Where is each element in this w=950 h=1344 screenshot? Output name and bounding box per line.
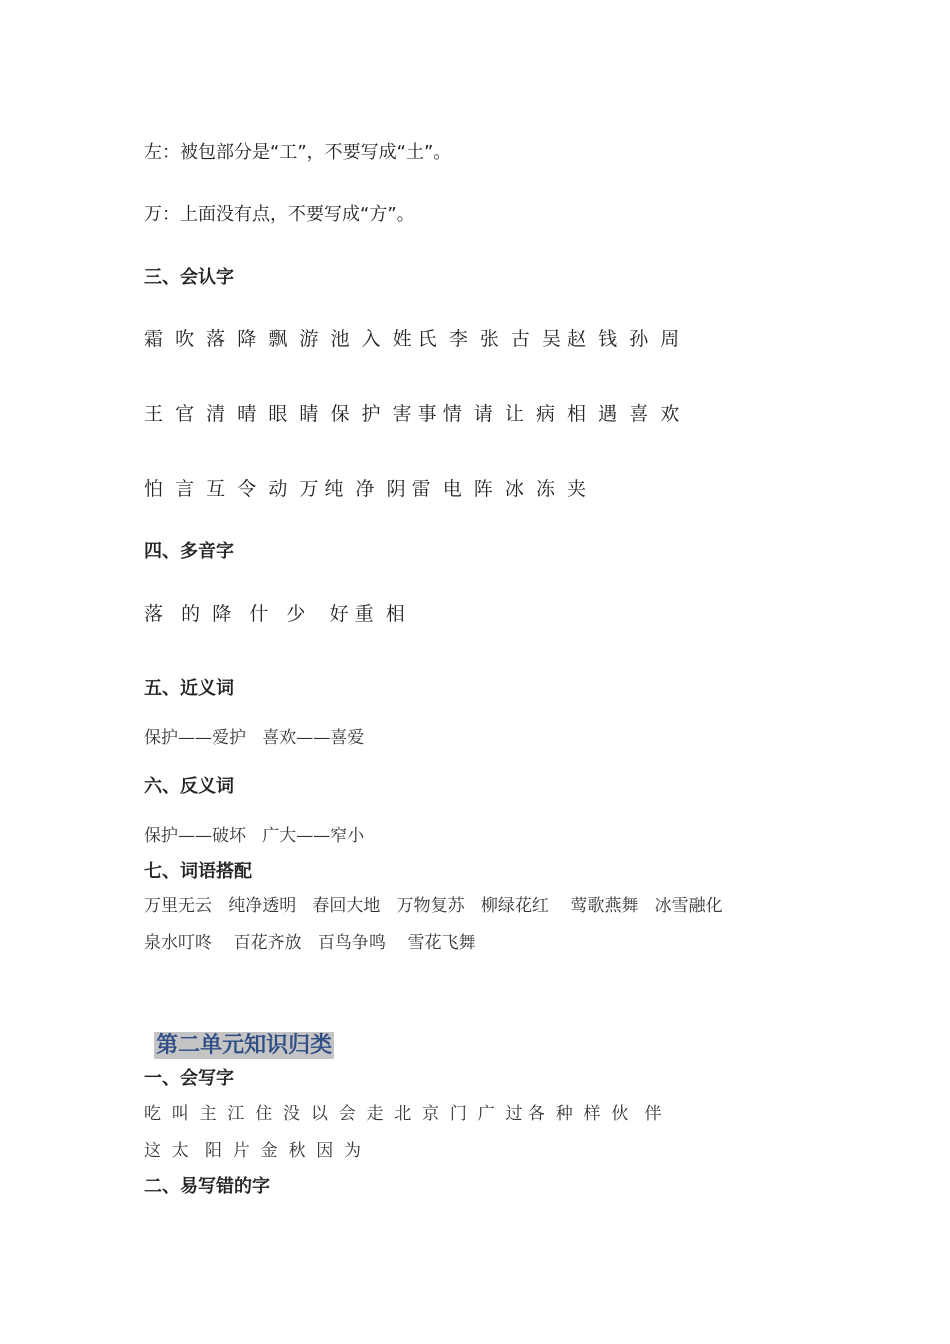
unit-2-title: 第二单元知识归类 [156, 1033, 333, 1058]
heading-collocations: 七、词语搭配 [144, 861, 252, 882]
heading-write-chars: 一、会写字 [144, 1068, 234, 1089]
heading-easy-mistake-chars: 二、易写错的字 [144, 1176, 270, 1197]
recognize-chars-row-2: 王 官 清 晴 眼 睛 保 护 害 事 情 请 让 病 相 遇 喜 欢 [144, 403, 680, 425]
heading-antonyms: 六、反义词 [144, 776, 234, 797]
note-wan: 万：上面没有点，不要写成“方”。 [144, 204, 415, 225]
heading-polyphones: 四、多音字 [144, 541, 234, 562]
unit-2-title-wrap [144, 1009, 334, 1059]
heading-recognize-chars: 三、会认字 [144, 267, 234, 288]
collocations-row-1: 万里无云 纯净透明 春回大地 万物复苏 柳绿花红 莺歌燕舞 冰雪融化 [144, 896, 723, 916]
note-zuo: 左：被包部分是“工”，不要写成“土”。 [144, 142, 452, 163]
antonyms: 保护——破坏 广大——窄小 [144, 826, 365, 846]
recognize-chars-row-3: 怕 言 互 令 动 万 纯 净 阴 雷 电 阵 冰 冻 夹 [144, 478, 587, 500]
collocations-row-2: 泉水叮咚 百花齐放 百鸟争鸣 雪花飞舞 [144, 933, 476, 953]
write-chars-row-2: 这 太 阳 片 金 秋 因 为 [144, 1141, 362, 1161]
write-chars-row-1: 吃 叫 主 江 住 没 以 会 走 北 京 门 广 过 各 种 样 伙 伴 [144, 1104, 662, 1124]
polyphone-chars: 落 的 降 什 少 好 重 相 [144, 603, 405, 625]
recognize-chars-row-1: 霜 吹 落 降 飘 游 池 入 姓 氏 李 张 古 吴 赵 钱 孙 周 [144, 328, 680, 350]
heading-synonyms: 五、近义词 [144, 678, 234, 699]
synonyms: 保护——爱护 喜欢——喜爱 [144, 728, 365, 748]
